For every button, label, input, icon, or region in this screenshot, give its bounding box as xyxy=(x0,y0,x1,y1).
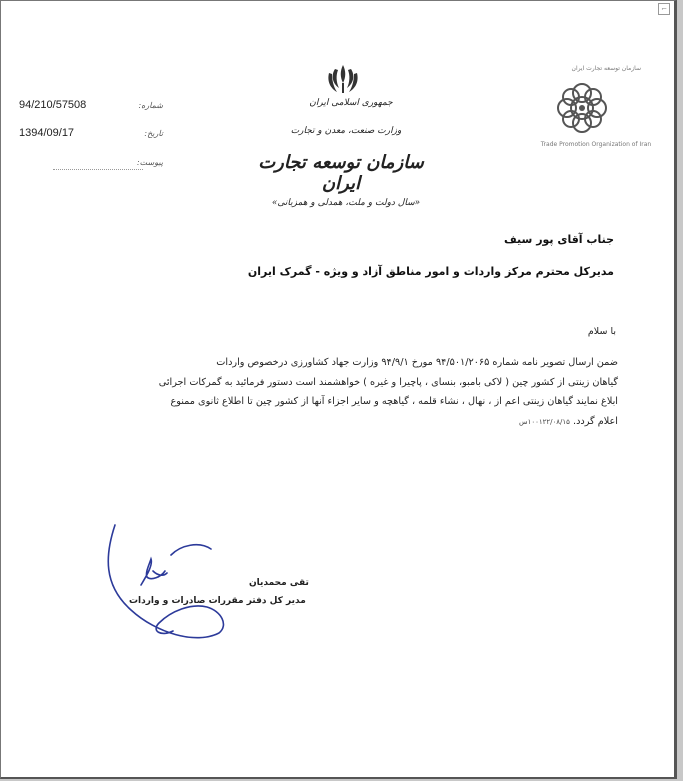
lotus-knot-icon xyxy=(549,75,615,141)
logo-persian-text: سازمان توسعه تجارت ایران xyxy=(571,65,641,72)
recipient-title: مدیرکل محترم مرکز واردات و امور مناطق آزاد و ویژه - گمرک ایران xyxy=(247,265,614,278)
body-line-text: اعلام گردد. xyxy=(573,415,618,427)
letter-date-value: 1394/09/17 xyxy=(19,127,75,139)
letter-attachment-row xyxy=(15,156,165,174)
signer-title: مدیر کل دفتر مقررات صادرات و واردات xyxy=(129,596,306,606)
letter-date-row xyxy=(15,127,165,145)
republic-title: جمهوری اسلامی ایران xyxy=(309,98,393,108)
handwritten-signature xyxy=(101,515,236,649)
logo-english-text: Trade Promotion Organization of Iran xyxy=(540,141,652,148)
letter-number-label: شماره: xyxy=(138,101,163,110)
signer-name: تقی محمدیان xyxy=(249,578,309,588)
organization-title: سازمان توسعه تجارت ایران xyxy=(258,152,424,194)
letter-number-row xyxy=(15,99,165,117)
body-line-last xyxy=(63,412,618,433)
letter-number-value: 94/210/57508 xyxy=(19,99,87,111)
letter-date-label: تاریخ: xyxy=(144,129,163,138)
body-line: ابلاغ نمایند گیاهان زینتی اعم از ، نهال ، نشاء قلمه ، گیاهچه و سایر اجزاء آنها از کشور چین تا اطلاع ثانوی ممنوع xyxy=(170,396,618,407)
iran-emblem-icon xyxy=(326,63,360,95)
corner-mark-icon: ⌐ xyxy=(658,3,670,15)
letter-attachment-label: پیوست: xyxy=(136,158,163,167)
attachment-dotted-line xyxy=(53,169,143,170)
year-motto: «سال دولت و ملت، همدلی و همزبانی» xyxy=(271,198,421,208)
body-line: ضمن ارسال تصویر نامه شماره ۹۴/۵۰۱/۲۰۶۵ مورخ ۹۴/۹/۱ وزارت جهاد کشاورزی درخصوص واردات xyxy=(216,357,618,368)
letter-body xyxy=(63,353,618,432)
reference-code: ۱۰۰۱۲۲/۰۸/۱۵س xyxy=(519,417,570,426)
greeting: با سلام xyxy=(587,326,616,337)
body-line: گیاهان زینتی از کشور چین ( لاکی بامبو، بنسای ، پاچیرا و غیره ) خواهشمند است دستور فرمائید به گمرکات اجرائی xyxy=(158,376,618,388)
ministry-title: وزارت صنعت، معدن و تجارت xyxy=(290,126,402,136)
recipient-name: جناب آقای پور سیف xyxy=(503,233,614,246)
